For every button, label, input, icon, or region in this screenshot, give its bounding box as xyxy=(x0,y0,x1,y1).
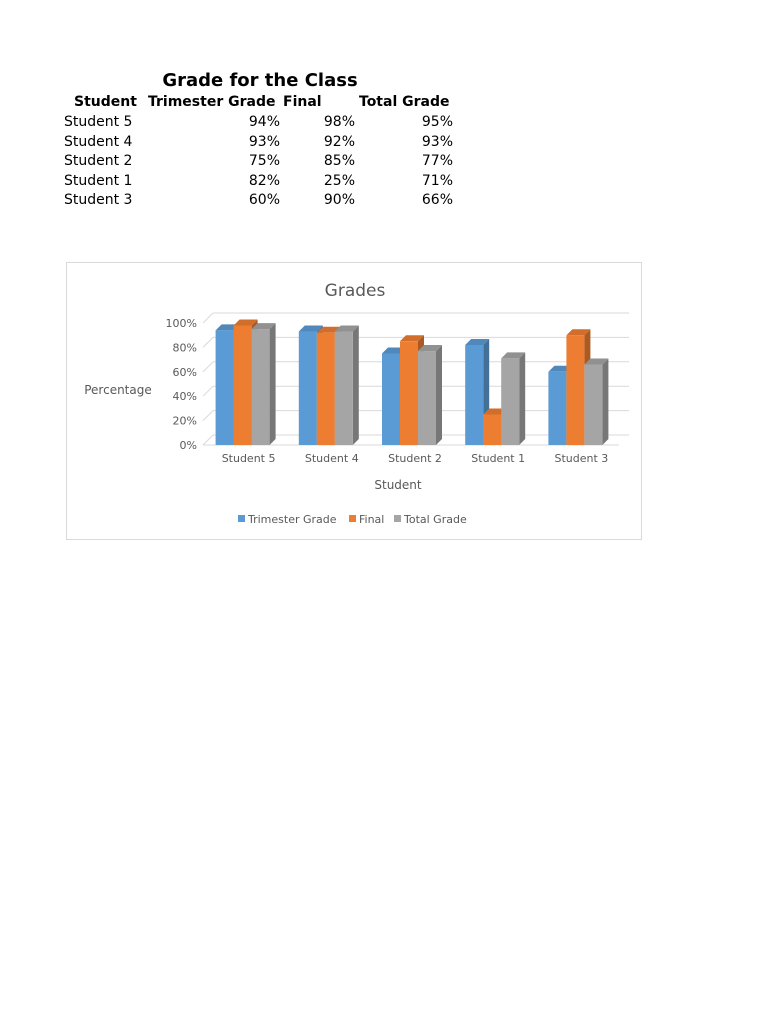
legend-item xyxy=(394,513,467,526)
cell-trimester-grade: 60% xyxy=(248,192,280,208)
x-axis-label: Student xyxy=(374,478,422,492)
cell-trimester-grade: 75% xyxy=(248,153,280,169)
bar xyxy=(418,345,442,445)
x-tick-label: Student 4 xyxy=(304,452,359,465)
chart-title: Grades xyxy=(324,281,386,301)
cell-total-grade: 71% xyxy=(421,172,453,189)
grades-chart xyxy=(66,262,642,540)
bar xyxy=(501,352,525,445)
header-student: Student xyxy=(74,94,137,110)
cell-student: Student 4 xyxy=(64,133,133,150)
header-final: Final xyxy=(283,94,322,110)
cell-student: Student 2 xyxy=(64,153,133,169)
y-tick-label: 100% xyxy=(165,317,197,330)
x-tick-label: Student 3 xyxy=(554,452,609,465)
cell-total-grade: 77% xyxy=(421,153,453,169)
legend-swatch xyxy=(394,515,401,522)
legend-label: Trimester Grade xyxy=(248,513,337,526)
cell-trimester-grade: 82% xyxy=(248,172,280,189)
y-tick-label: 20% xyxy=(172,414,197,428)
bar-group xyxy=(216,319,276,445)
cell-final: 92% xyxy=(323,133,355,150)
cell-trimester-grade: 93% xyxy=(248,133,280,150)
cell-final: 25% xyxy=(323,172,355,189)
bar xyxy=(584,358,608,445)
cell-total-grade: 95% xyxy=(421,114,453,130)
legend-label: Total Grade xyxy=(404,513,467,526)
cell-final: 98% xyxy=(323,114,355,130)
header-trimester-grade: Trimester Grade xyxy=(148,94,276,110)
x-tick-label: Student 2 xyxy=(388,452,442,465)
y-tick-label: 60% xyxy=(172,365,197,379)
y-tick-label: 0% xyxy=(179,439,197,452)
legend-label: Final xyxy=(359,513,385,526)
header-total-grade: Total Grade xyxy=(359,94,450,110)
cell-trimester-grade: 94% xyxy=(248,114,280,130)
cell-student: Student 5 xyxy=(64,114,133,130)
cell-total-grade: 93% xyxy=(421,133,453,150)
legend-item xyxy=(238,513,337,526)
cell-student: Student 3 xyxy=(64,192,133,208)
cell-final: 90% xyxy=(323,192,355,208)
bar-group xyxy=(382,335,442,445)
bar-group xyxy=(299,326,359,445)
bar xyxy=(335,326,359,445)
legend-swatch xyxy=(238,515,245,522)
legend-item xyxy=(349,513,384,526)
cell-final: 85% xyxy=(323,153,355,169)
bar xyxy=(252,323,276,445)
cell-total-grade: 66% xyxy=(421,192,453,208)
x-tick-label: Student 1 xyxy=(471,452,526,465)
cell-student: Student 1 xyxy=(64,172,133,189)
x-tick-label: Student 5 xyxy=(221,452,276,465)
y-tick-label: 80% xyxy=(172,341,197,355)
bar-group xyxy=(548,329,608,445)
y-axis-label: Percentage xyxy=(84,383,152,397)
grades-chart-svg xyxy=(67,263,641,539)
bar-group xyxy=(465,339,525,445)
y-tick-label: 40% xyxy=(172,390,197,404)
legend-swatch xyxy=(349,515,356,522)
table-title: Grade for the Class xyxy=(162,70,358,91)
